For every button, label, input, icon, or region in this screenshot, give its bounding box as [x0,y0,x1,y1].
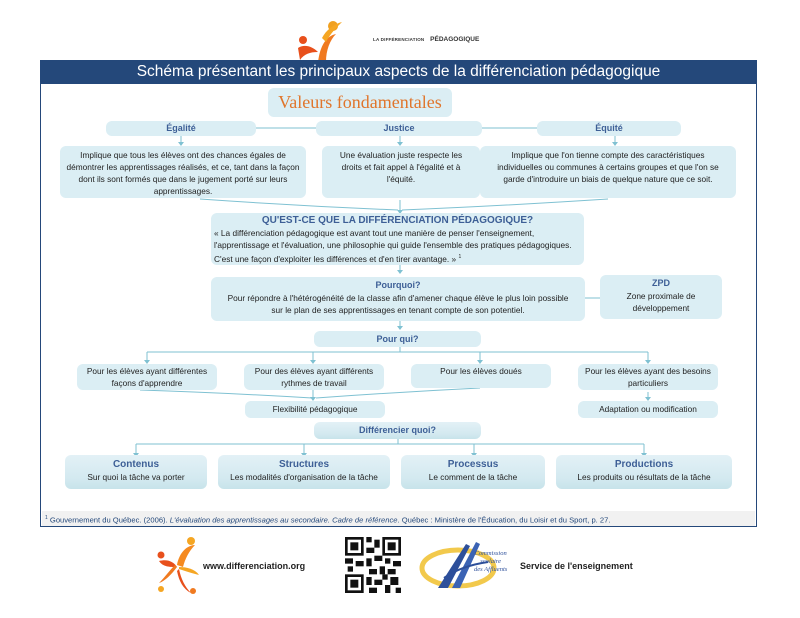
commission-text [474,550,507,574]
arrow-head [397,270,403,274]
footnote-title: L'évaluation des apprentissages au secondaire. Cadre de référence [169,515,398,525]
valeurs-title-box [268,88,452,117]
differencier-title: Différencier quoi? [314,422,481,439]
contenus-text: Sur quoi la tâche va porter [87,472,185,482]
footnote-number: 1 [45,515,48,521]
arrow-head [397,326,403,330]
equite-label: Équité [537,121,681,136]
footnote-ref: 1 [458,254,462,260]
differencier-item-processus [401,455,545,489]
adaptation-box: Adaptation ou modification [578,401,718,418]
commission-line3: des Affluents [474,566,508,573]
definition-title: QU'EST-CE QUE LA DIFFÉRENCIATION PÉDAGOGIQUE? [261,215,534,226]
differencier-item-productions [556,455,732,489]
productions-label: Productions [614,459,674,470]
flexibilite-box: Flexibilité pédagogique [245,401,385,418]
pour-qui-item: Pour des élèves ayant différents rythmes de travail [244,364,384,390]
connector-line [402,199,608,210]
differencier-item-structures [218,455,390,489]
starburst-figures-icon [155,535,201,597]
connector-line [200,199,398,210]
productions-text: Les produits ou résultats de la tâche [577,472,711,482]
footnote [42,511,755,526]
contenus-label: Contenus [112,459,160,470]
diagram-title: Schéma présentant les principaux aspects de la différenciation pédagogique [40,60,757,84]
qr-code-icon [345,537,401,593]
structures-text: Les modalités d'organisation de la tâche [230,472,378,482]
zpd-title: ZPD [652,278,670,288]
footnote-publisher: . Québec : Ministère de l'Éducation, du Loisir et du Sport, p. 27. [397,515,611,525]
zpd-text: Zone proximale de développement [626,291,696,313]
pourquoi-box [211,277,585,321]
pour-qui-item: Pour les élèves ayant différentes façons d'apprendre [77,364,217,390]
processus-label: Processus [447,459,499,470]
pour-qui-item: Pour les élèves doués [411,364,551,388]
equite-text: Implique que l'on tienne compte des caractéristiques individuelles ou communes à certains groupes et que l'on se garde d'introduire un biais de quelque nature que ce soit. [480,146,736,198]
processus-text: Le comment de la tâche [428,472,518,482]
service-label: Service de l'enseignement [520,561,633,571]
justice-text: Une évaluation juste respecte les droits et fait appel à l'égalité et à l'équité. [322,146,480,198]
footnote-author: Gouvernement du Québec. (2006). [49,515,170,525]
definition-quote: « La différenciation pédagogique est avant tout une manière de penser l'enseignement, l'apprentissage et l'évaluation, une philosophie qui guide l'ensemble des pratiques pédagogiques. C'est une façon d'exploiter les différences et d'en tirer avantage. » [214,228,572,264]
brand-big-text: PÉDAGOGIQUE [430,36,480,43]
pourquoi-title: Pourquoi? [375,280,421,290]
brand-small-text: LA DIFFÉRENCIATION [373,37,425,42]
commission-line1: Commission [474,550,507,557]
commission-logo [418,538,516,592]
zpd-box [600,275,722,319]
differenciation-logo [155,535,201,597]
pourquoi-text: Pour répondre à l'hétérogénéité de la classe afin d'amener chaque élève le plus loin possible sur le plan de ses apprentissages en tenant compte de son potentiel. [227,293,569,315]
valeurs-title: Valeurs fondamentales [278,92,442,112]
definition-text [214,227,581,265]
differencier-item-contenus [65,455,207,489]
definition-box [211,213,584,265]
connector-line [140,390,312,398]
commission-line2: scolaire [480,558,501,565]
egalite-label: Égalité [106,121,256,136]
justice-label: Justice [316,121,482,136]
pour-qui-item: Pour les élèves ayant des besoins particuliers [578,364,718,390]
egalite-text: Implique que tous les élèves ont des chances égales de démontrer les apprentissages réalisés, et ce, tant dans la façon dont ils sont formés que dans le jugement porté sur leurs apprentissages. [60,146,306,198]
pour-qui-title: Pour qui? [314,331,481,347]
structures-label: Structures [278,459,329,470]
website-link[interactable]: www.differenciation.org [203,561,306,571]
